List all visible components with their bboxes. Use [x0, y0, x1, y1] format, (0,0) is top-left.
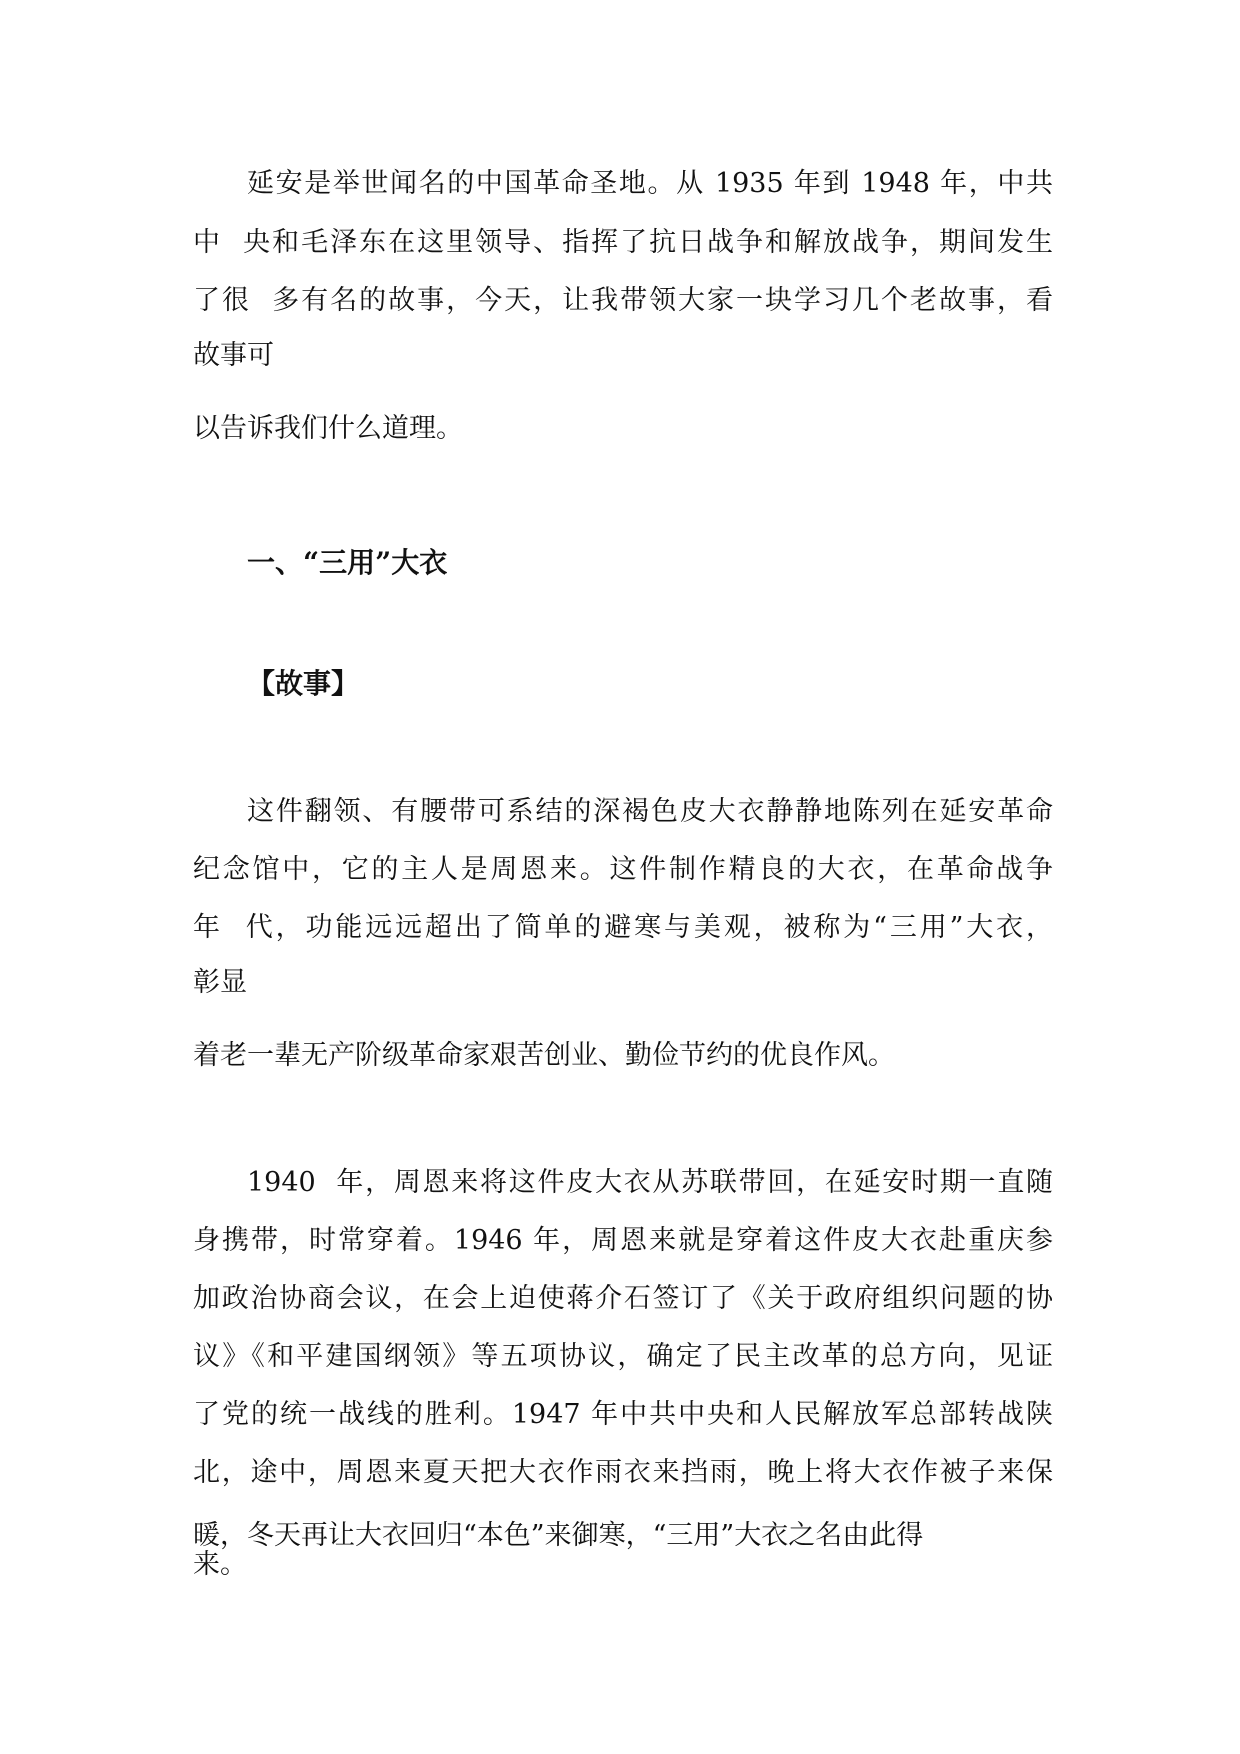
section-title: 一、“三用”大衣 — [247, 546, 448, 579]
intro-line-2: 中 央和毛泽东在这里领导、指挥了抗日战争和解放战争，期间发生 — [193, 227, 1053, 258]
para2-line-5: 了党的统一战线的胜利。1947 年中共中央和人民解放军总部转战陕 — [193, 1399, 1053, 1430]
para1-line-3: 年 代，功能远远超出了简单的避寒与美观，被称为“三用”大衣， — [193, 912, 1053, 943]
intro-line-3: 了很 多有名的故事，今天，让我带领大家一块学习几个老故事，看 — [193, 285, 1053, 316]
para2-line-3: 加政治协商会议，在会上迫使蒋介石签订了《关于政府组织问题的协 — [193, 1283, 1053, 1314]
para1-line-4: 彰显 — [193, 967, 247, 998]
para2-line-7: 暖，冬天再让大衣回归“本色”来御寒，“三用”大衣之名由此得 — [193, 1520, 924, 1551]
para1-line-2: 纪念馆中，它的主人是周恩来。这件制作精良的大衣，在革命战争 — [193, 854, 1053, 885]
para2-line-6: 北，途中，周恩来夏天把大衣作雨衣来挡雨，晚上将大衣作被子来保 — [193, 1457, 1053, 1488]
intro-line-5: 以告诉我们什么道理。 — [193, 413, 463, 444]
para2-line-1: 1940 年，周恩来将这件皮大衣从苏联带回，在延安时期一直随 — [247, 1167, 1053, 1198]
para2-line-2: 身携带，时常穿着。1946 年，周恩来就是穿着这件皮大衣赴重庆参 — [193, 1225, 1053, 1256]
intro-line-4: 故事可 — [193, 340, 274, 371]
story-label: 【故事】 — [247, 667, 360, 700]
para1-line-5: 着老一辈无产阶级革命家艰苦创业、勤俭节约的优良作风。 — [193, 1040, 895, 1071]
para1-line-1: 这件翻领、有腰带可系结的深褐色皮大衣静静地陈列在延安革命 — [247, 796, 1053, 827]
para2-line-8: 来。 — [193, 1549, 247, 1580]
intro-line-1: 延安是举世闻名的中国革命圣地。从 1935 年到 1948 年，中共 — [247, 168, 1053, 199]
para2-line-4: 议》《和平建国纲领》等五项协议，确定了民主改革的总方向，见证 — [193, 1341, 1053, 1372]
